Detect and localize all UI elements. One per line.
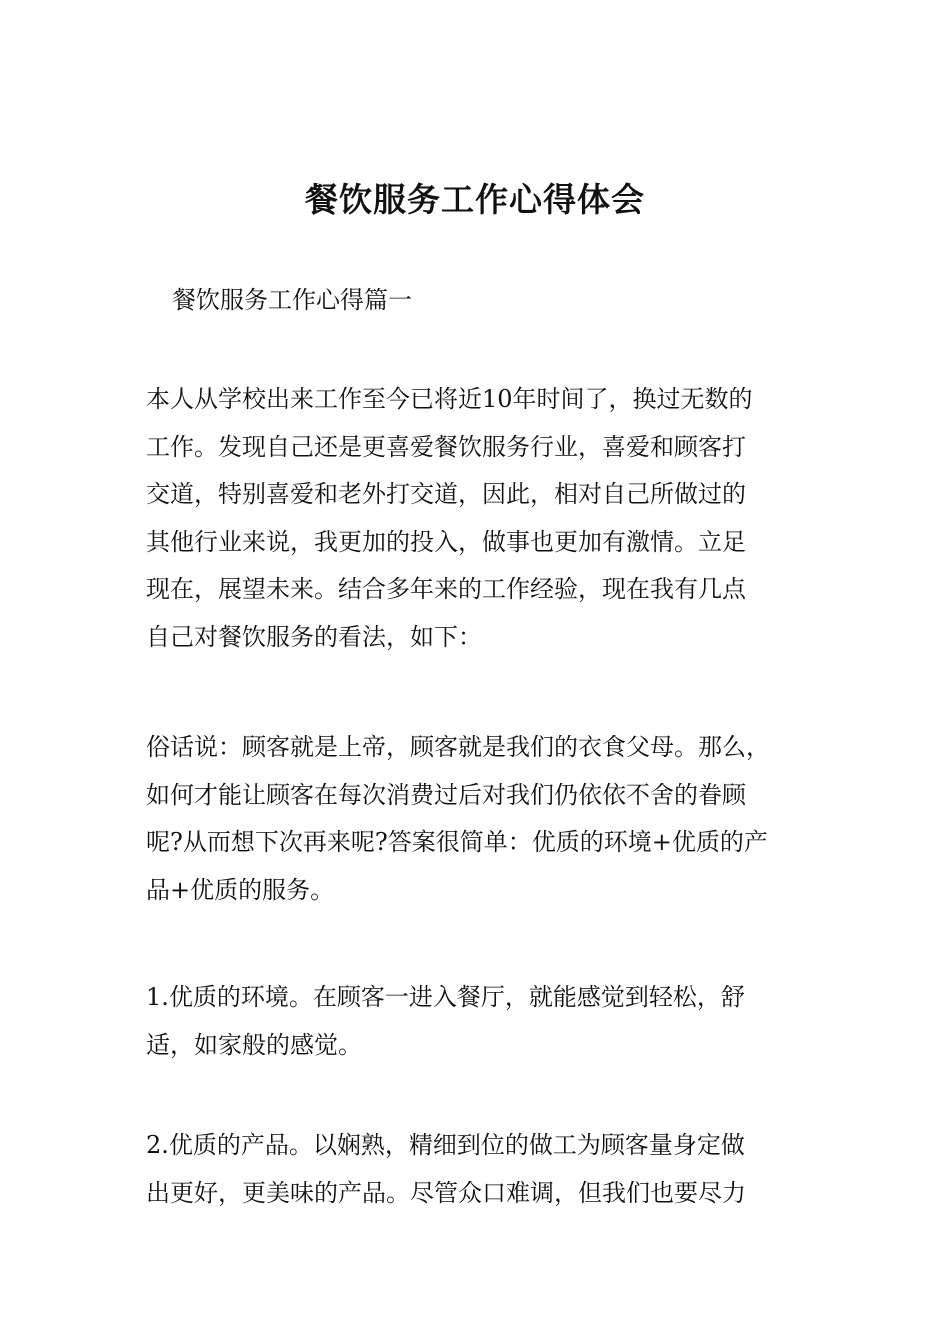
paragraph-line: 自己对餐饮服务的看法，如下： (146, 622, 482, 651)
paragraph-line: 工作。发现自己还是更喜爱餐饮服务行业，喜爱和顾客打 (146, 432, 746, 461)
paragraph-line: 其他行业来说，我更加的投入，做事也更加有激情。立足 (146, 527, 746, 556)
paragraph-line: 1.优质的环境。在顾客一进入餐厅，就能感觉到轻松，舒 (146, 983, 745, 1011)
paragraph-line: 品+优质的服务。 (146, 875, 335, 904)
page-title: 餐饮服务工作心得体会 (305, 180, 645, 219)
paragraph-line: 呢?从而想下次再来呢?答案很简单：优质的环境+优质的产 (146, 828, 768, 856)
paragraph-intro (146, 376, 836, 661)
paragraph-product (146, 1122, 836, 1217)
paragraph-line: 如何才能让顾客在每次消费过后对我们仍依依不舍的眷顾 (146, 780, 746, 809)
section-heading: 餐饮服务工作心得篇一 (172, 286, 412, 314)
paragraph-saying (146, 724, 836, 914)
paragraph-line: 俗话说：顾客就是上帝，顾客就是我们的衣食父母。那么， (146, 733, 770, 761)
paragraph-line: 本人从学校出来工作至今已将近10年时间了，换过无数的 (146, 385, 753, 413)
paragraph-line: 适，如家般的感觉。 (146, 1030, 362, 1059)
paragraph-line: 交道，特别喜爱和老外打交道，因此，相对自己所做过的 (146, 480, 746, 508)
paragraph-line: 2.优质的产品。以娴熟，精细到位的做工为顾客量身定做 (146, 1131, 745, 1159)
paragraph-line: 出更好，更美味的产品。尽管众口难调，但我们也要尽力 (146, 1178, 746, 1207)
paragraph-environment (146, 974, 836, 1069)
paragraph-line: 现在，展望未来。结合多年来的工作经验，现在我有几点 (146, 575, 746, 603)
